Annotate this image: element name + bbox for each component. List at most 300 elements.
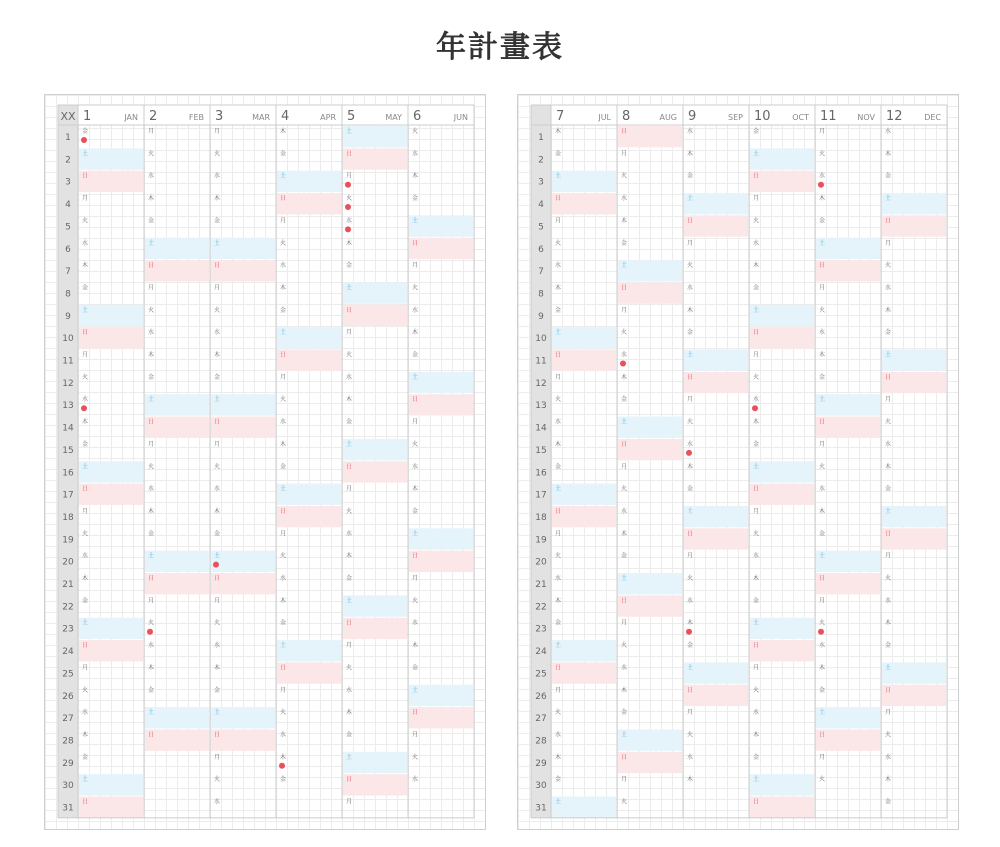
day-number: 9 bbox=[65, 311, 71, 322]
weekday-label: 木 bbox=[412, 329, 419, 337]
weekday-label: 火 bbox=[885, 262, 892, 270]
weekday-label: 木 bbox=[280, 284, 287, 292]
month-number: 10 bbox=[754, 109, 771, 124]
weekday-label: 水 bbox=[280, 731, 287, 739]
weekend-fill bbox=[79, 774, 143, 795]
weekend-fill bbox=[211, 573, 275, 594]
weekend-fill bbox=[882, 662, 946, 683]
weekday-label: 水 bbox=[346, 217, 353, 225]
weekday-label: 日 bbox=[82, 798, 89, 806]
weekday-label: 火 bbox=[412, 597, 419, 605]
weekday-label: 木 bbox=[346, 396, 353, 404]
weekday-label: 金 bbox=[885, 485, 892, 493]
weekend-fill bbox=[79, 148, 143, 169]
weekday-label: 木 bbox=[82, 418, 89, 426]
weekday-label: 火 bbox=[555, 239, 562, 247]
weekday-label: 日 bbox=[412, 552, 419, 560]
weekday-label: 木 bbox=[621, 530, 628, 538]
weekday-label: 木 bbox=[346, 239, 353, 247]
weekday-label: 火 bbox=[346, 351, 353, 359]
weekday-label: 水 bbox=[753, 239, 760, 247]
weekend-fill bbox=[211, 729, 275, 750]
weekday-label: 月 bbox=[412, 262, 419, 270]
weekday-label: 日 bbox=[819, 731, 826, 739]
month-abbr: MAR bbox=[252, 113, 270, 122]
weekday-label: 日 bbox=[280, 507, 287, 515]
weekday-label: 火 bbox=[621, 172, 628, 180]
weekend-fill bbox=[816, 573, 880, 594]
weekday-label: 金 bbox=[280, 463, 287, 471]
weekday-label: 金 bbox=[819, 530, 826, 538]
weekday-label: 月 bbox=[412, 575, 419, 582]
weekend-fill bbox=[684, 506, 748, 527]
weekday-label: 金 bbox=[753, 284, 760, 292]
weekday-label: 土 bbox=[555, 172, 562, 180]
weekday-label: 日 bbox=[214, 262, 221, 270]
weekday-label: 金 bbox=[214, 686, 221, 694]
weekday-label: 水 bbox=[885, 753, 892, 761]
day-number: 22 bbox=[535, 602, 547, 613]
weekday-label: 月 bbox=[82, 195, 89, 203]
weekday-label: 火 bbox=[412, 284, 419, 292]
day-number: 10 bbox=[535, 334, 547, 345]
weekend-fill bbox=[684, 350, 748, 371]
weekday-label: 月 bbox=[555, 217, 562, 225]
weekday-label: 火 bbox=[214, 619, 221, 627]
weekday-label: 土 bbox=[214, 396, 221, 404]
weekday-label: 月 bbox=[148, 284, 155, 292]
weekend-fill bbox=[816, 707, 880, 728]
weekday-label: 日 bbox=[346, 150, 353, 158]
weekend-fill bbox=[816, 394, 880, 415]
weekday-label: 水 bbox=[148, 485, 155, 493]
weekend-fill bbox=[618, 282, 682, 303]
day-number: 21 bbox=[62, 580, 74, 590]
weekday-label: 火 bbox=[885, 575, 892, 582]
weekday-label: 日 bbox=[555, 195, 562, 203]
weekday-label: 土 bbox=[555, 798, 562, 806]
weekday-label: 月 bbox=[346, 172, 353, 180]
weekday-label: 月 bbox=[280, 373, 287, 381]
weekday-label: 日 bbox=[621, 597, 628, 605]
weekday-label: 日 bbox=[555, 351, 562, 359]
weekday-label: 月 bbox=[148, 597, 155, 605]
weekday-label: 日 bbox=[280, 664, 287, 672]
weekday-label: 月 bbox=[280, 530, 287, 538]
weekday-label: 日 bbox=[346, 619, 353, 627]
weekday-label: 水 bbox=[885, 440, 892, 448]
weekday-label: 金 bbox=[148, 373, 155, 381]
day-number: 18 bbox=[535, 512, 547, 523]
weekday-label: 火 bbox=[280, 396, 287, 404]
weekday-label: 日 bbox=[214, 731, 221, 739]
weekday-label: 金 bbox=[687, 485, 694, 493]
weekday-label: 水 bbox=[148, 642, 155, 650]
weekend-fill bbox=[409, 394, 473, 415]
weekday-label: 金 bbox=[819, 686, 826, 694]
weekday-label: 月 bbox=[687, 552, 694, 560]
weekday-label: 月 bbox=[687, 239, 694, 247]
weekday-label: 月 bbox=[819, 597, 826, 605]
weekday-label: 日 bbox=[885, 530, 892, 538]
day-number: 21 bbox=[535, 580, 547, 590]
weekend-fill bbox=[79, 305, 143, 326]
weekday-label: 金 bbox=[555, 463, 562, 471]
weekday-label: 木 bbox=[555, 128, 562, 135]
weekday-label: 土 bbox=[753, 150, 760, 158]
weekday-label: 水 bbox=[687, 440, 694, 448]
weekday-label: 火 bbox=[819, 150, 826, 158]
weekday-label: 火 bbox=[346, 195, 353, 203]
weekday-label: 水 bbox=[412, 306, 419, 314]
weekday-label: 月 bbox=[687, 396, 694, 404]
weekday-label: 木 bbox=[621, 217, 628, 225]
weekday-label: 土 bbox=[687, 507, 694, 515]
weekday-label: 金 bbox=[82, 128, 89, 135]
weekday-label: 水 bbox=[214, 485, 221, 493]
weekday-label: 金 bbox=[621, 709, 628, 717]
weekday-label: 火 bbox=[555, 552, 562, 560]
weekday-label: 月 bbox=[885, 396, 892, 404]
weekday-label: 土 bbox=[753, 463, 760, 471]
weekday-label: 水 bbox=[280, 575, 287, 582]
day-number: 5 bbox=[538, 222, 544, 233]
month-number: 2 bbox=[149, 109, 158, 124]
weekday-label: 月 bbox=[346, 485, 353, 493]
month-number: 1 bbox=[83, 109, 92, 124]
weekday-label: 木 bbox=[346, 709, 353, 717]
weekend-fill bbox=[211, 394, 275, 415]
weekday-label: 金 bbox=[346, 262, 353, 270]
weekday-label: 土 bbox=[621, 731, 628, 739]
weekday-label: 火 bbox=[819, 776, 826, 784]
weekday-label: 木 bbox=[148, 351, 155, 359]
weekend-fill bbox=[750, 640, 814, 661]
weekday-label: 土 bbox=[148, 709, 155, 717]
holiday-dot bbox=[279, 763, 285, 769]
day-number: 31 bbox=[535, 803, 547, 814]
weekday-label: 火 bbox=[82, 686, 89, 694]
day-number: 30 bbox=[62, 781, 74, 792]
weekday-label: 水 bbox=[555, 731, 562, 739]
weekday-label: 月 bbox=[819, 128, 826, 135]
holiday-dot bbox=[345, 182, 351, 188]
weekday-label: 火 bbox=[621, 329, 628, 337]
weekday-label: 土 bbox=[885, 195, 892, 203]
day-number: 31 bbox=[62, 803, 74, 814]
day-number: 18 bbox=[62, 512, 74, 523]
day-number: 1 bbox=[65, 133, 71, 143]
weekend-fill bbox=[343, 774, 407, 795]
weekday-label: 土 bbox=[346, 284, 353, 292]
day-number: 1 bbox=[538, 133, 544, 143]
weekday-label: 土 bbox=[214, 239, 221, 247]
weekday-label: 土 bbox=[885, 351, 892, 359]
weekday-label: 木 bbox=[687, 463, 694, 471]
weekday-label: 日 bbox=[148, 418, 155, 426]
weekday-label: 水 bbox=[753, 552, 760, 560]
weekend-fill bbox=[145, 260, 209, 281]
weekend-fill bbox=[79, 461, 143, 482]
weekend-fill bbox=[343, 618, 407, 639]
month-number: 5 bbox=[347, 109, 356, 124]
day-number: 8 bbox=[538, 289, 544, 300]
weekday-label: 木 bbox=[885, 619, 892, 627]
weekday-label: 水 bbox=[412, 150, 419, 158]
weekday-label: 金 bbox=[885, 642, 892, 650]
day-number: 20 bbox=[62, 557, 74, 568]
weekday-label: 木 bbox=[687, 150, 694, 158]
holiday-dot bbox=[752, 405, 758, 411]
weekday-label: 火 bbox=[621, 642, 628, 650]
weekday-label: 土 bbox=[819, 709, 826, 717]
weekday-label: 火 bbox=[214, 776, 221, 784]
weekday-label: 木 bbox=[885, 150, 892, 158]
weekend-fill bbox=[750, 618, 814, 639]
weekday-label: 火 bbox=[687, 731, 694, 739]
planner-page-left bbox=[44, 94, 486, 830]
weekday-label: 日 bbox=[412, 709, 419, 717]
weekend-fill bbox=[552, 662, 616, 683]
weekend-fill bbox=[145, 394, 209, 415]
day-number: 7 bbox=[538, 267, 544, 278]
weekday-label: 木 bbox=[621, 373, 628, 381]
day-number: 24 bbox=[62, 647, 74, 658]
weekday-label: 日 bbox=[412, 239, 419, 247]
weekday-label: 土 bbox=[148, 552, 155, 560]
weekday-label: 木 bbox=[753, 262, 760, 270]
weekday-label: 金 bbox=[346, 575, 353, 582]
weekday-label: 火 bbox=[885, 418, 892, 426]
planner-grid-left bbox=[45, 95, 485, 829]
day-number: 12 bbox=[535, 378, 547, 389]
weekend-fill bbox=[277, 640, 341, 661]
weekday-label: 日 bbox=[621, 128, 628, 135]
weekday-label: 金 bbox=[412, 351, 419, 359]
weekday-label: 土 bbox=[82, 619, 89, 627]
weekend-fill bbox=[618, 439, 682, 460]
weekday-label: 土 bbox=[280, 642, 287, 650]
weekend-fill bbox=[816, 260, 880, 281]
weekday-label: 金 bbox=[687, 329, 694, 337]
holiday-dot bbox=[686, 450, 692, 456]
weekday-label: 火 bbox=[819, 619, 826, 627]
weekday-label: 火 bbox=[753, 530, 760, 538]
weekday-label: 土 bbox=[621, 418, 628, 426]
month-number: 6 bbox=[413, 109, 422, 124]
weekday-label: 月 bbox=[819, 440, 826, 448]
weekday-label: 日 bbox=[819, 262, 826, 270]
day-number: 15 bbox=[62, 445, 74, 456]
weekday-label: 火 bbox=[621, 798, 628, 806]
weekend-fill bbox=[145, 417, 209, 438]
day-number: 2 bbox=[65, 155, 71, 166]
weekday-label: 日 bbox=[819, 418, 826, 426]
weekday-label: 火 bbox=[555, 709, 562, 717]
weekend-fill bbox=[684, 662, 748, 683]
weekday-label: 木 bbox=[412, 485, 419, 493]
weekday-label: 火 bbox=[82, 530, 89, 538]
weekday-label: 木 bbox=[82, 575, 89, 582]
day-number: 27 bbox=[535, 714, 547, 725]
weekday-label: 月 bbox=[753, 507, 760, 515]
weekday-label: 日 bbox=[753, 798, 760, 806]
weekday-label: 日 bbox=[280, 195, 287, 203]
weekday-label: 土 bbox=[885, 664, 892, 672]
weekday-label: 土 bbox=[280, 172, 287, 180]
weekday-label: 土 bbox=[148, 239, 155, 247]
holiday-dot bbox=[81, 137, 87, 143]
weekday-label: 水 bbox=[687, 128, 694, 135]
weekend-fill bbox=[211, 707, 275, 728]
weekday-label: 木 bbox=[280, 597, 287, 605]
weekday-label: 火 bbox=[687, 262, 694, 270]
weekday-label: 月 bbox=[82, 507, 89, 515]
holiday-dot bbox=[620, 361, 626, 367]
weekend-fill bbox=[552, 484, 616, 505]
weekday-label: 水 bbox=[346, 686, 353, 694]
weekday-label: 土 bbox=[621, 262, 628, 270]
weekday-label: 火 bbox=[148, 150, 155, 158]
weekday-label: 金 bbox=[753, 597, 760, 605]
weekday-label: 月 bbox=[753, 195, 760, 203]
weekend-fill bbox=[684, 215, 748, 236]
weekday-label: 日 bbox=[687, 217, 694, 225]
weekday-label: 月 bbox=[346, 798, 353, 806]
month-number: 9 bbox=[688, 109, 697, 124]
weekday-label: 木 bbox=[555, 597, 562, 605]
planner-page-right bbox=[517, 94, 959, 830]
weekday-label: 水 bbox=[82, 552, 89, 560]
month-number: 3 bbox=[215, 109, 224, 124]
weekday-label: 月 bbox=[621, 463, 628, 471]
day-number: 30 bbox=[535, 781, 547, 792]
weekday-label: 水 bbox=[412, 776, 419, 784]
day-number-column bbox=[58, 105, 78, 818]
weekday-label: 火 bbox=[687, 418, 694, 426]
weekend-fill bbox=[79, 327, 143, 348]
weekday-label: 月 bbox=[280, 686, 287, 694]
weekday-label: 月 bbox=[214, 753, 221, 761]
day-number: 28 bbox=[62, 736, 74, 747]
weekday-label: 日 bbox=[687, 373, 694, 381]
holiday-dot bbox=[818, 629, 824, 635]
weekday-label: 木 bbox=[412, 172, 419, 180]
day-number: 8 bbox=[65, 289, 71, 300]
weekday-label: 金 bbox=[555, 776, 562, 784]
weekday-label: 金 bbox=[885, 172, 892, 180]
weekday-label: 金 bbox=[82, 597, 89, 605]
weekend-fill bbox=[552, 640, 616, 661]
weekday-label: 月 bbox=[819, 284, 826, 292]
weekday-label: 月 bbox=[621, 150, 628, 158]
weekday-label: 木 bbox=[214, 507, 221, 515]
weekday-label: 金 bbox=[280, 150, 287, 158]
weekday-label: 木 bbox=[555, 753, 562, 761]
month-abbr: DEC bbox=[924, 113, 941, 122]
weekend-fill bbox=[211, 551, 275, 572]
weekday-label: 火 bbox=[214, 463, 221, 471]
weekend-fill bbox=[409, 238, 473, 259]
weekend-fill bbox=[816, 551, 880, 572]
weekday-label: 火 bbox=[82, 217, 89, 225]
day-number: 19 bbox=[535, 535, 547, 546]
weekday-label: 水 bbox=[346, 373, 353, 381]
weekend-fill bbox=[409, 372, 473, 393]
weekend-fill bbox=[684, 372, 748, 393]
weekday-label: 水 bbox=[555, 575, 562, 582]
weekday-label: 月 bbox=[753, 351, 760, 359]
weekday-label: 木 bbox=[621, 686, 628, 694]
weekday-label: 土 bbox=[753, 776, 760, 784]
weekday-label: 木 bbox=[214, 195, 221, 203]
weekday-label: 月 bbox=[148, 128, 155, 135]
weekday-label: 土 bbox=[412, 530, 419, 538]
weekend-fill bbox=[277, 506, 341, 527]
day-number: 11 bbox=[62, 356, 74, 367]
weekday-label: 日 bbox=[687, 530, 694, 538]
weekday-label: 火 bbox=[412, 753, 419, 761]
weekday-label: 土 bbox=[346, 440, 353, 448]
weekend-fill bbox=[79, 484, 143, 505]
weekend-fill bbox=[618, 752, 682, 773]
weekday-label: 金 bbox=[412, 195, 419, 203]
weekday-label: 月 bbox=[555, 373, 562, 381]
weekday-label: 水 bbox=[885, 128, 892, 135]
holiday-dot bbox=[345, 226, 351, 232]
holiday-dot bbox=[345, 204, 351, 210]
day-number: 22 bbox=[62, 602, 74, 613]
weekend-fill bbox=[277, 350, 341, 371]
weekday-label: 金 bbox=[621, 396, 628, 404]
weekday-label: 土 bbox=[82, 776, 89, 784]
weekday-label: 金 bbox=[82, 284, 89, 292]
weekday-label: 月 bbox=[621, 306, 628, 314]
weekday-label: 金 bbox=[82, 753, 89, 761]
day-number: 9 bbox=[538, 311, 544, 322]
weekend-fill bbox=[882, 193, 946, 214]
weekday-label: 火 bbox=[555, 396, 562, 404]
weekday-label: 水 bbox=[819, 642, 826, 650]
weekday-label: 火 bbox=[148, 619, 155, 627]
holiday-dot bbox=[81, 405, 87, 411]
weekday-label: 金 bbox=[753, 440, 760, 448]
weekday-label: 水 bbox=[346, 530, 353, 538]
weekend-fill bbox=[211, 260, 275, 281]
weekend-fill bbox=[145, 707, 209, 728]
weekday-label: 月 bbox=[346, 642, 353, 650]
month-abbr: JUL bbox=[598, 113, 611, 122]
month-abbr: MAY bbox=[385, 113, 402, 122]
weekday-label: 火 bbox=[885, 731, 892, 739]
weekday-label: 金 bbox=[214, 530, 221, 538]
weekday-label: 金 bbox=[621, 239, 628, 247]
weekday-label: 火 bbox=[621, 485, 628, 493]
holiday-dot bbox=[213, 562, 219, 568]
weekday-label: 水 bbox=[753, 396, 760, 404]
month-number: 4 bbox=[281, 109, 290, 124]
weekday-label: 土 bbox=[819, 552, 826, 560]
weekday-label: 土 bbox=[885, 507, 892, 515]
weekday-label: 金 bbox=[753, 128, 760, 135]
day-number: 23 bbox=[535, 624, 547, 635]
weekday-label: 土 bbox=[346, 753, 353, 761]
weekday-label: 火 bbox=[148, 463, 155, 471]
weekend-fill bbox=[343, 126, 407, 147]
weekday-label: 日 bbox=[621, 440, 628, 448]
weekday-label: 日 bbox=[82, 485, 89, 493]
weekday-label: 水 bbox=[214, 798, 221, 806]
